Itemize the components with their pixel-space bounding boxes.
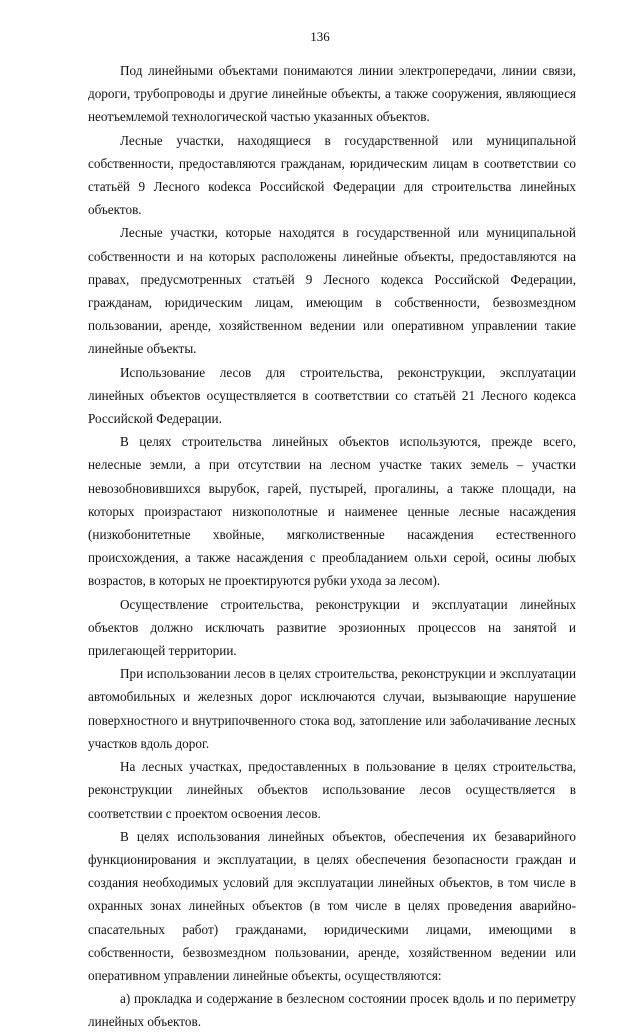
page-body — [88, 59, 576, 1034]
paragraph-list-item-a: а) прокладка и содержание в безлесном состоянии просек вдоль и по периметру линейных объектов. — [88, 991, 576, 1030]
paragraph-plots-with-linear-objects: Лесные участки, которые находятся в государственной или муниципальной собственности и на которых расположены линейные объекты, предоставляются на правах, предусмотренных статьёй 9 Лесного кодекса Российской Федерации, гражданам, юридическим лицам, имеющим в собственности, безвозмездном пользовании, аренде, хозяйственном ведении или оперативном управлении такие линейные объекты. — [88, 225, 576, 357]
paragraph-forest-use-construction: Использование лесов для строительства, реконструкции, эксплуатации линейных объектов осуществляется в соответствии со статьёй 21 Лесного кодекса Российской Федерации. — [88, 364, 576, 427]
paragraph-operation-safety: В целях использования линейных объектов, обеспечения их безаварийного функционирования и эксплуатации, в целях обеспечения безопасности граждан и создания необходимых условий для эксплуатации линейных объектов, в том числе в охранных зонах линейных объектов (в том числе в целях проведения аварийно-спасательных работ) гражданами, юридическими лицами, имеющими в собственности, безвозмездном пользовании, аренде, хозяйственном ведении или оперативном управлении линейные объекты, осуществляются: — [88, 828, 576, 983]
paragraph-erosion-prevention: Осуществление строительства, реконструкции и эксплуатации линейных объектов должно исключать развитие эрозионных процессов на занятой и прилегающей территории. — [88, 596, 576, 659]
page-number: 136 — [310, 29, 330, 44]
paragraph-linear-objects-definition: Под линейными объектами понимаются линии электропередачи, линии связи, дороги, трубопроводы и другие линейные объекты, а также сооружения, являющиеся неотъемлемой технологической частью указанных объектов. — [88, 63, 576, 125]
paragraph-land-priority: В целях строительства линейных объектов используются, прежде всего, нелесные земли, а при отсутствии на лесном участке таких земель – участки невозобновившихся вырубок, гарей, пустырей, прогалины, а также площади, на которых произрастают низкополотные и наименее ценные лесные насаждения (низкобонитетные хвойные, мягколиственные насаждения естественного происхождения, а также насаждения с преобладанием ольхи серой, осины любых возрастов, в которых не проектируются рубки ухода за лесом). — [88, 434, 576, 589]
paragraph-plots-state-ownership: Лесные участки, находящиеся в государственной или муниципальной собственности, предоставляются гражданам, юридическим лицам в соответствии со статьёй 9 Лесного коdекса Российской Федерации для строительства линейных объектов. — [88, 132, 576, 218]
paragraph-roads-water-runoff: При использовании лесов в целях строительства, реконструкции и эксплуатации автомобильных и железных дорог исключаются случаи, вызывающие нарушение поверхностного и внутрипочвенного стока вод, затопление или заболачивание лесных участков вдоль дорог. — [88, 666, 576, 751]
paragraph-forest-development-project: На лесных участках, предоставленных в пользование в целях строительства, реконструкции линейных объектов использование лесов осуществляется в соответствии с проектом освоения лесов. — [88, 759, 576, 821]
